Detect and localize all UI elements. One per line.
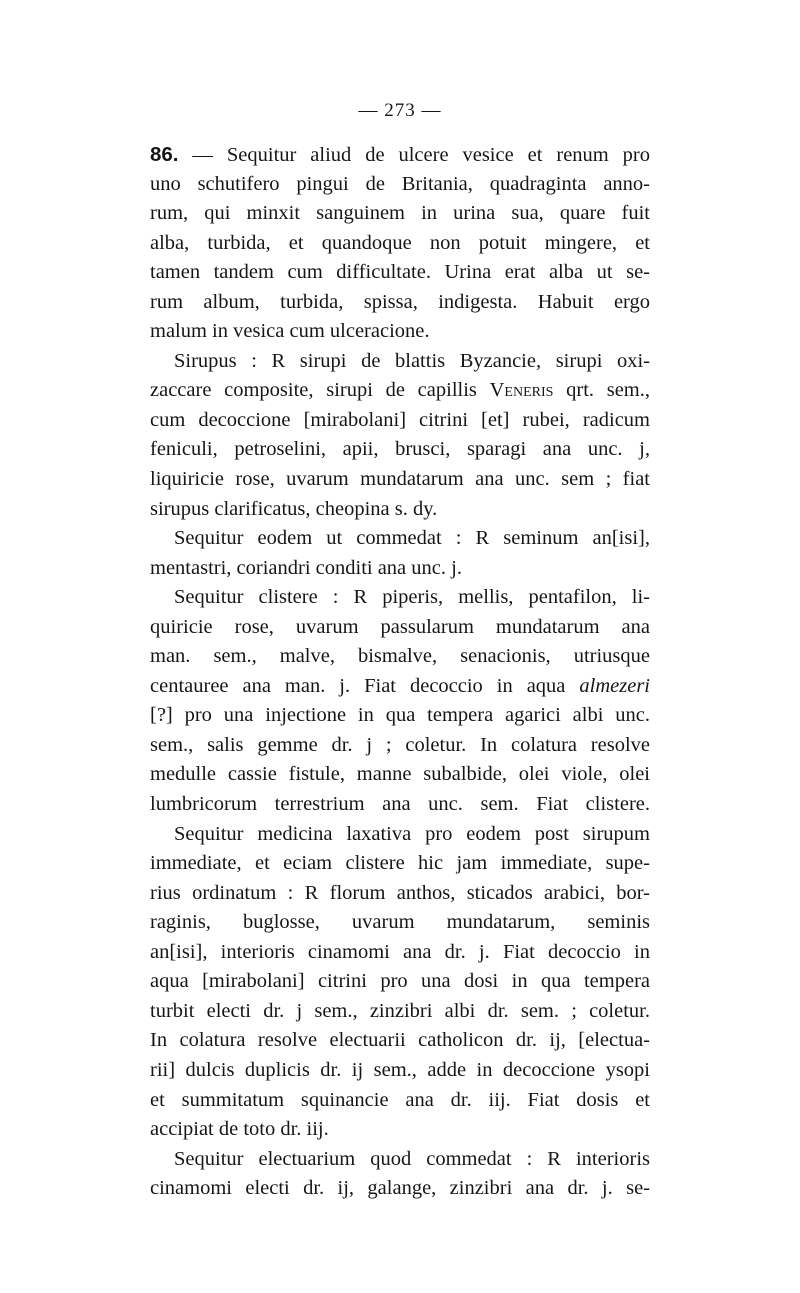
text-line: rum album, turbida, spissa, indigesta. Habuit ergo <box>150 290 650 313</box>
text-line: rii] dulcis duplicis dr. ij sem., adde in decoccione ysopi <box>150 1058 650 1081</box>
section-number: 86. <box>150 143 179 166</box>
line-text: — Sequitur aliud de ulcere vesice et renum pro <box>178 144 650 166</box>
text-line: an[isi], interioris cinamomi ana dr. j. Fiat decoccio in <box>150 940 650 963</box>
text-line: turbit electi dr. j sem., zinzibri albi dr. sem. ; coletur. <box>150 999 650 1022</box>
text-line: feniculi, petroselini, apii, brusci, sparagi ana unc. j, <box>150 438 650 461</box>
text-line: medulle cassie fistule, manne subalbide, olei viole, olei <box>150 763 650 786</box>
text-line: quiricie rose, uvarum passularum mundatarum ana <box>150 615 650 638</box>
text-line <box>150 140 650 170</box>
text-line: man. sem., malve, bismalve, senacionis, utriusque <box>150 645 650 668</box>
text-line: rius ordinatum : R florum anthos, sticados arabici, bor- <box>150 881 650 904</box>
text-line: raginis, buglosse, uvarum mundatarum, seminis <box>150 911 650 934</box>
text-block <box>150 140 650 1204</box>
text-line: alba, turbida, et quandoque non potuit mingere, et <box>150 231 650 254</box>
text-line: sem., salis gemme dr. j ; coletur. In colatura resolve <box>150 733 650 756</box>
text-line: liquiricie rose, uvarum mundatarum ana unc. sem ; fiat <box>150 468 650 491</box>
text-line: rum, qui minxit sanguinem in urina sua, quare fuit <box>150 202 650 225</box>
text-line: Sequitur electuarium quod commedat : R interioris <box>174 1147 650 1170</box>
page-number: — 273 — <box>358 100 442 121</box>
small-caps-word: Veneris <box>489 379 554 402</box>
line-text: zaccare composite, sirupi de capillis <box>150 379 490 402</box>
text-line: malum in vesica cum ulceracione. <box>150 320 430 343</box>
text-line: cum decoccione [mirabolani] citrini [et] rubei, radicum <box>150 408 650 431</box>
text-line: Sirupus : R sirupi de blattis Byzancie, sirupi oxi- <box>174 349 650 372</box>
text-line: mentastri, coriandri conditi ana unc. j. <box>150 556 462 579</box>
text-line: et summitatum squinancie ana dr. iij. Fiat dosis et <box>150 1088 650 1111</box>
text-line: accipiat de toto dr. iij. <box>150 1118 329 1141</box>
text-line: cinamomi electi dr. ij, galange, zinzibri ana dr. j. se- <box>150 1177 650 1200</box>
text-line: uno schutifero pingui de Britania, quadraginta anno- <box>150 172 650 195</box>
text-line: Sequitur eodem ut commedat : R seminum an[isi], <box>174 527 650 550</box>
text-line: In colatura resolve electuarii catholicon dr. ij, [electua- <box>150 1029 650 1052</box>
text-line: Sequitur clistere : R piperis, mellis, pentafilon, li- <box>174 586 650 609</box>
text-line: Sequitur medicina laxativa pro eodem post sirupum <box>174 822 650 845</box>
text-line: lumbricorum terrestrium ana unc. sem. Fiat clistere. <box>150 793 650 816</box>
italic-word: almezeri <box>579 674 650 697</box>
text-line <box>150 376 650 406</box>
line-text: qrt. sem., <box>553 379 651 402</box>
text-line: tamen tandem cum difficultate. Urina erat alba ut se- <box>150 261 650 284</box>
text-line: immediate, et eciam clistere hic jam immediate, supe- <box>150 852 650 875</box>
text-line: aqua [mirabolani] citrini pro una dosi in qua tempera <box>150 970 650 993</box>
text-line <box>150 672 650 702</box>
text-line: [?] pro una injectione in qua tempera agarici albi unc. <box>150 704 650 727</box>
line-text: centauree ana man. j. Fiat decoccio in aqua <box>150 674 580 697</box>
text-line: sirupus clarificatus, cheopina s. dy. <box>150 497 438 520</box>
